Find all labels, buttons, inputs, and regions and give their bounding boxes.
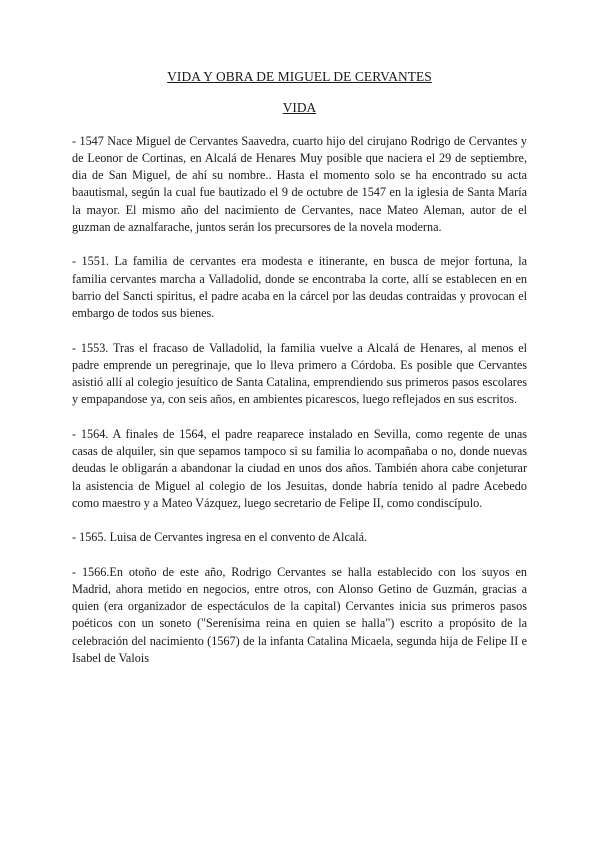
entry-1564: - 1564. A finales de 1564, el padre reaparece instalado en Sevilla, como regente de unas casas de alquiler, sin que sepamos tampoco si su familia lo acompañaba o no, donde nuevas deudas le obligarán a abandonar la ciudad en unos dos años. También ahora cabe conjeturar la asistencia de Miguel al colegio de los Jesuitas, donde habría tenido al padre Acebedo como maestro y a Mateo Vázquez, luego secretario de Felipe II, como condiscípulo.	[72, 426, 527, 510]
entry-1551: - 1551. La familia de cervantes era modesta e itinerante, en busca de mejor fortuna, la familia cervantes marcha a Valladolid, donde se encontraba la corte, allí se establecen en en barrio del Sancti spiritus, el padre acaba en la cárcel por las deudas contraidas y provocan el embargo de todos sus bienes.	[72, 254, 527, 321]
entry-1547: - 1547 Nace Miguel de Cervantes Saavedra, cuarto hijo del cirujano Rodrigo de Cervantes y de Leonor de Cortinas, en Alcalá de Henares Muy posible que naciera el 29 de septiembre, dia de San Miguel, de ahí su nombre.. Hasta el momento solo se ha encontrado su acta baautismal, según la cual fue bautizado el 9 de octubre de 1547 en la iglesia de Santa María la mayor. El mismo año del nacimiento de Cervantes, nace Mateo Aleman, autor de el guzman de aznalfarache, juntos serán los precursores de la novela moderna.	[72, 133, 527, 235]
document-title: VIDA Y OBRA DE MIGUEL DE CERVANTES	[167, 69, 432, 84]
entry-1565: - 1565. Luisa de Cervantes ingresa en el convento de Alcalá.	[72, 530, 368, 545]
entry-1566: - 1566.En otoño de este año, Rodrigo Cervantes se halla establecido con los suyos en Madrid, ahora metido en negocios, entre otros, con Alonso Getino de Guzmán, gracias a quien (era organizador de espectáculos de la capital) Cervantes inicia sus primeros pasos poéticos con un soneto ("Serenísima reina en quien se halla") escrito a propósito de la celebración del nacimiento (1567) de la infanta Catalina Micaela, segunda hija de Felipe II e Isabel de Valois	[72, 564, 527, 666]
entry-1553: - 1553. Tras el fracaso de Valladolid, la familia vuelve a Alcalá de Henares, al menos el padre emprende un peregrinaje, que lo lleva primero a Córdoba. Es posible que Cervantes asistió allí al colegio jesuítico de Santa Catalina, emprendiendo sus primeros pasos escolares y empapandose ya, con seis años, en ambientes picarescos, luego reflejados en sus escritos.	[72, 340, 527, 407]
section-title: VIDA	[282, 100, 317, 116]
document-page	[72, 68, 527, 684]
